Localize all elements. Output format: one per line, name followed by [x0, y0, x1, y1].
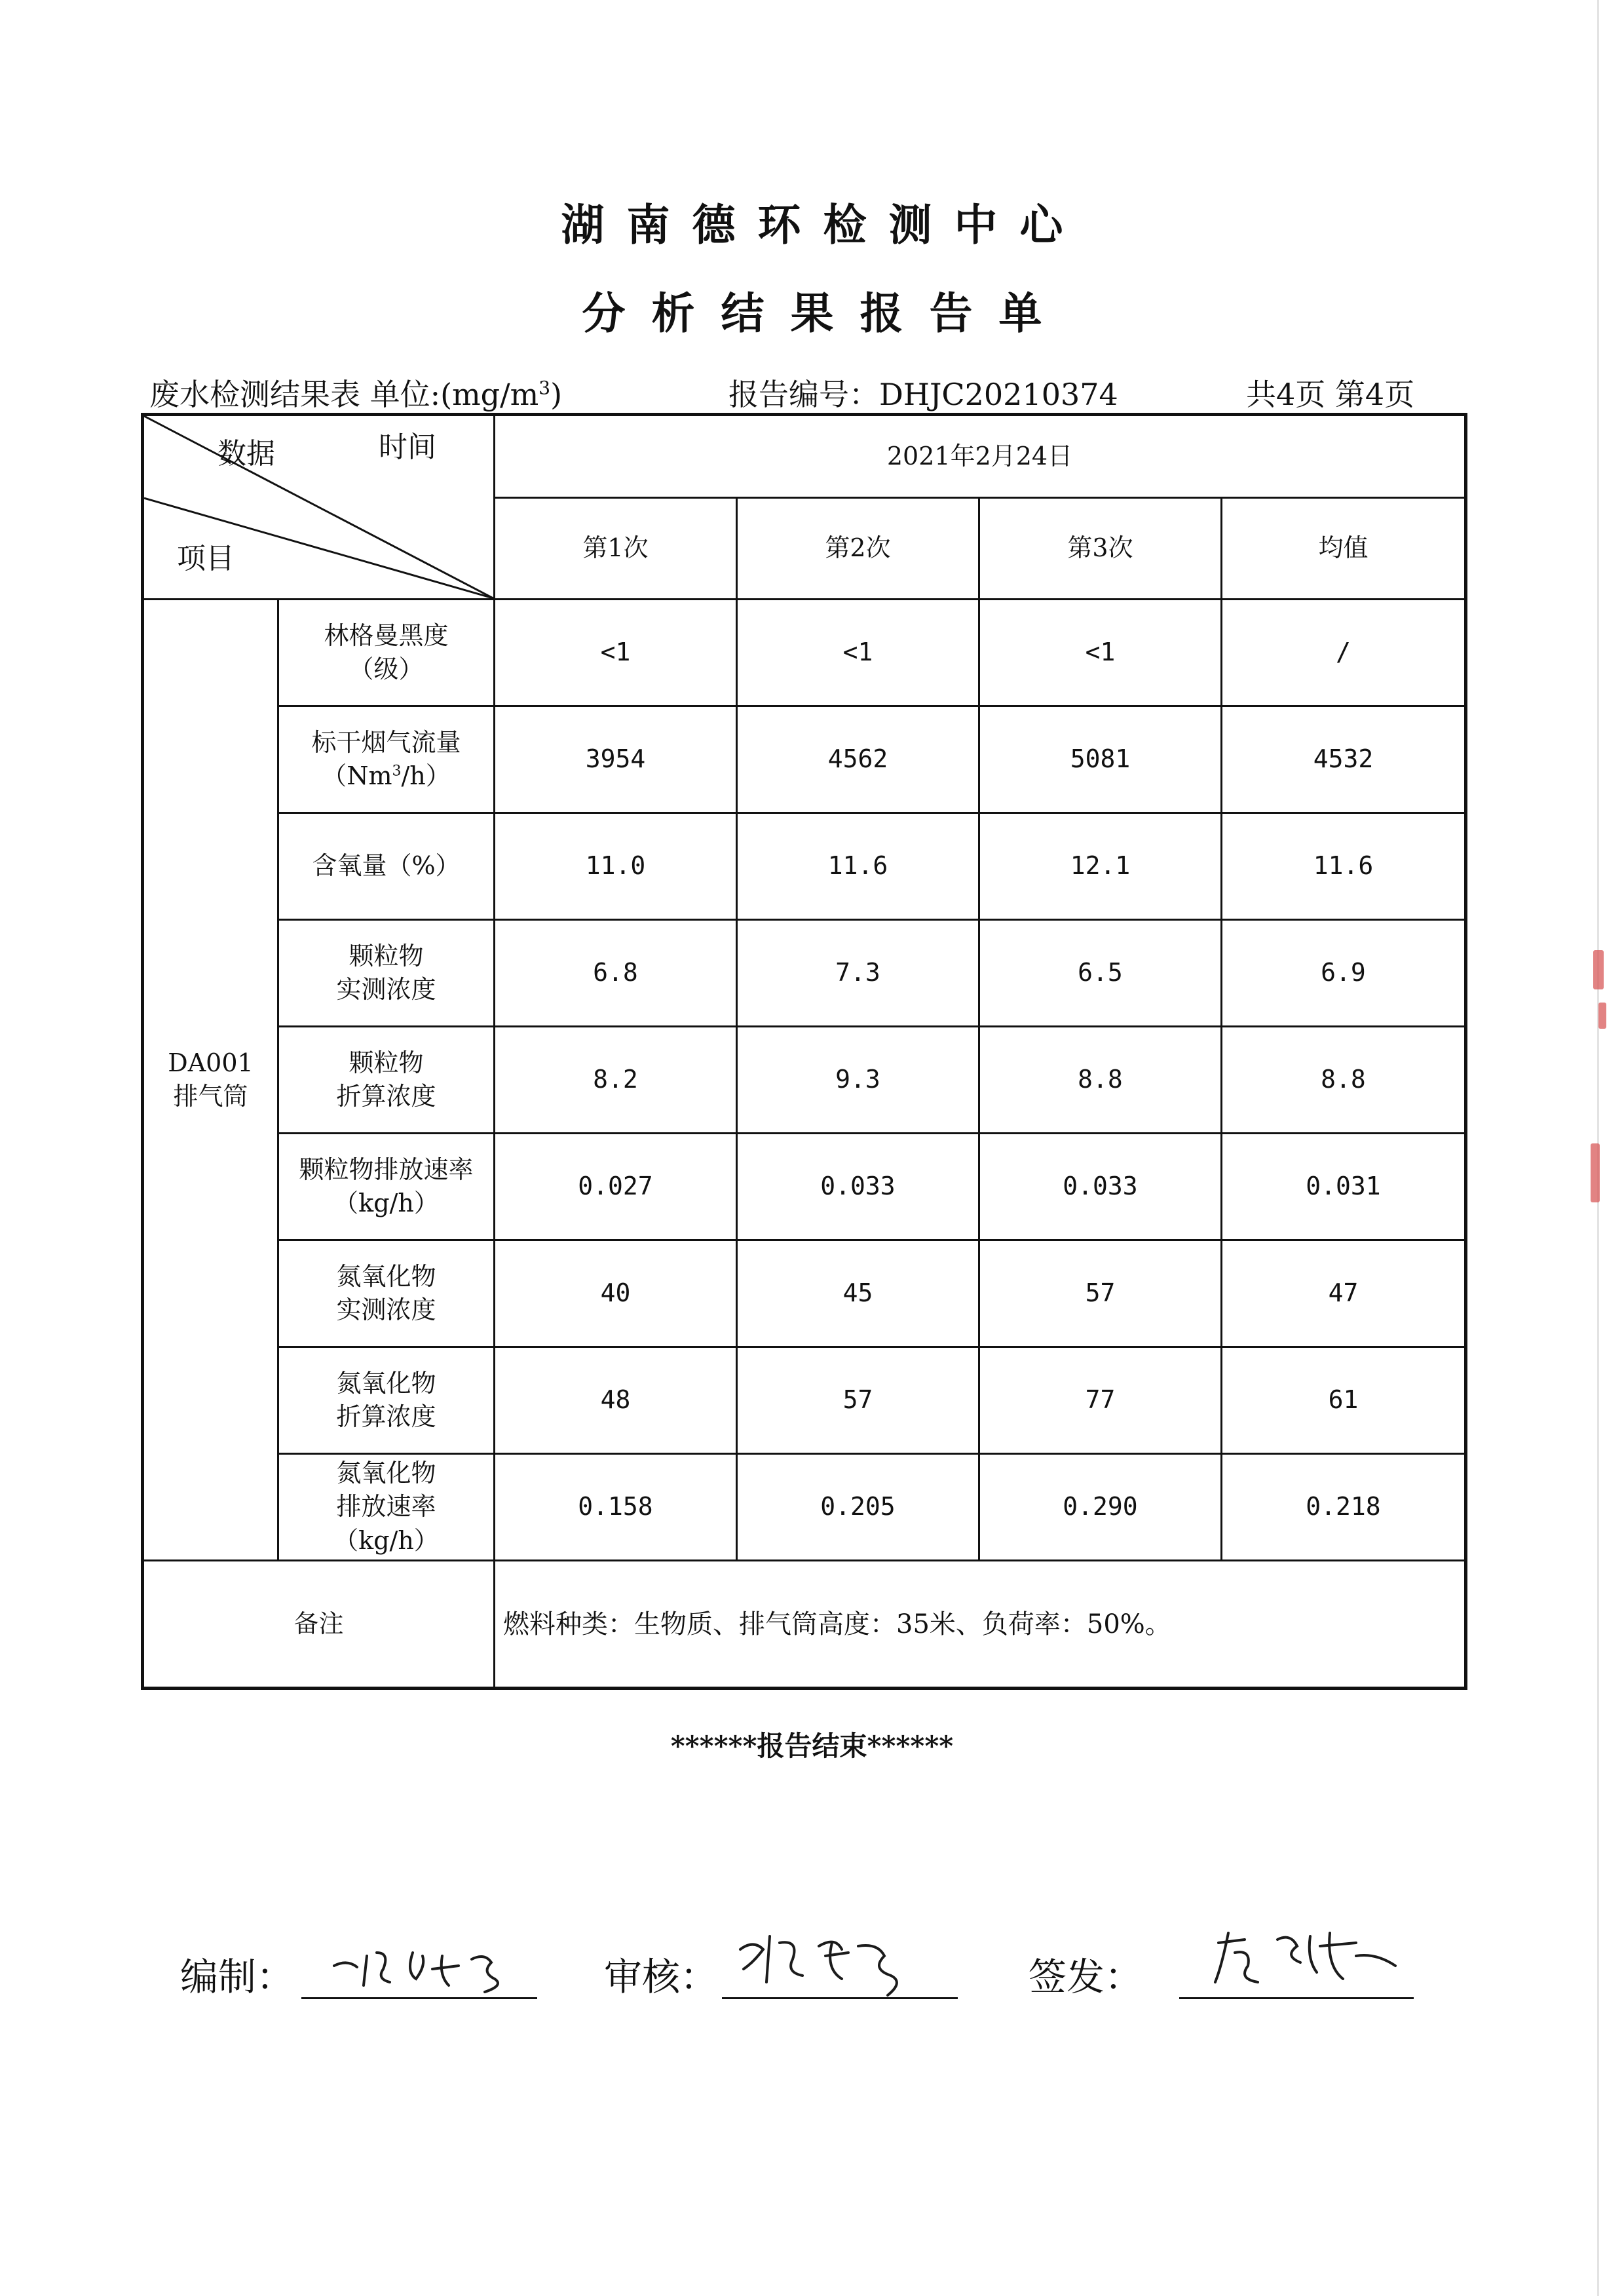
value-cell: 0.205: [737, 1454, 979, 1561]
row-name: 颗粒物排放速率 （kg/h）: [278, 1134, 495, 1240]
value-cell: 6.8: [495, 920, 737, 1027]
row-name: 颗粒物 实测浓度: [278, 920, 495, 1027]
org-title: 湖南德环检测中心: [561, 199, 1086, 250]
value-cell: 0.158: [495, 1454, 737, 1561]
table-row: [143, 1134, 1466, 1240]
date-header: 2021年2月24日: [495, 415, 1466, 498]
table-name: 废水检测结果表 单位$:(mg/m^3)$: [149, 377, 563, 412]
value-cell: 5081: [979, 706, 1222, 813]
table-row: [143, 1347, 1466, 1454]
value-cell: 61: [1222, 1347, 1466, 1454]
value-cell: 40: [495, 1240, 737, 1347]
table-row: [143, 706, 1466, 813]
compiled-label: 编制：: [180, 1955, 295, 1999]
value-cell: 57: [737, 1347, 979, 1454]
value-cell: 0.218: [1222, 1454, 1466, 1561]
issued-signature: [1205, 1920, 1422, 1999]
reviewed-signature: [727, 1923, 950, 2002]
issued-label: 签发：: [1029, 1955, 1143, 1999]
value-cell: /: [1222, 600, 1466, 706]
corner-label-data: 数据: [217, 437, 275, 470]
table-row: [143, 600, 1466, 706]
results-table: [141, 413, 1467, 1690]
value-cell: <1: [979, 600, 1222, 706]
red-stamp-mark: [1598, 1003, 1606, 1029]
value-cell: <1: [737, 600, 979, 706]
group-cell: [143, 600, 278, 1561]
row-name: 氮氧化物 折算浓度: [278, 1347, 495, 1454]
table-row: [143, 1027, 1466, 1134]
row-name: 标干烟气流量 （Nm$^3$/h）: [278, 706, 495, 813]
value-cell: 4532: [1222, 706, 1466, 813]
value-cell: 8.2: [495, 1027, 737, 1134]
report-end-marker: ******报告结束******: [670, 1730, 954, 1762]
col-header-2: 第2次: [737, 498, 979, 600]
value-cell: 0.033: [979, 1134, 1222, 1240]
group-name-line1: DA001: [168, 1048, 254, 1077]
value-cell: 0.033: [737, 1134, 979, 1240]
corner-label-time: 时间: [379, 430, 436, 464]
value-cell: 11.0: [495, 813, 737, 920]
value-cell: 6.5: [979, 920, 1222, 1027]
table-row: [143, 920, 1466, 1027]
value-cell: 6.9: [1222, 920, 1466, 1027]
value-cell: 0.290: [979, 1454, 1222, 1561]
remark-label: 备注: [143, 1561, 495, 1689]
value-cell: 11.6: [737, 813, 979, 920]
table-row: [143, 1240, 1466, 1347]
value-cell: 48: [495, 1347, 737, 1454]
value-cell: 57: [979, 1240, 1222, 1347]
col-header-3: 第3次: [979, 498, 1222, 600]
value-cell: 47: [1222, 1240, 1466, 1347]
value-cell: <1: [495, 600, 737, 706]
row-name: 氮氧化物 排放速率 （kg/h）: [278, 1454, 495, 1561]
value-cell: 77: [979, 1347, 1222, 1454]
remark-text: 燃料种类：生物质、排气筒高度：35米、负荷率：50%。: [495, 1561, 1466, 1689]
red-stamp-mark: [1593, 950, 1604, 989]
value-cell: 0.027: [495, 1134, 737, 1240]
col-header-avg: 均值: [1222, 498, 1466, 600]
row-name: 含氧量（%）: [278, 813, 495, 920]
value-cell: 9.3: [737, 1027, 979, 1134]
value-cell: 11.6: [1222, 813, 1466, 920]
row-name: 林格曼黑度 （级）: [278, 600, 495, 706]
compiled-signature: [328, 1940, 537, 1999]
col-header-1: 第1次: [495, 498, 737, 600]
value-cell: 0.031: [1222, 1134, 1466, 1240]
corner-header-cell: [143, 415, 495, 600]
table-row: [143, 813, 1466, 920]
report-number: 报告编号：DHJC20210374: [728, 377, 1118, 412]
group-name-line2: 排气筒: [173, 1082, 248, 1111]
value-cell: 4562: [737, 706, 979, 813]
value-cell: 8.8: [979, 1027, 1222, 1134]
row-name: 颗粒物 折算浓度: [278, 1027, 495, 1134]
page-count: 共4页 第4页: [1246, 377, 1415, 412]
value-cell: 45: [737, 1240, 979, 1347]
value-cell: 8.8: [1222, 1027, 1466, 1134]
doc-title: 分析结果报告单: [582, 288, 1068, 339]
value-cell: 12.1: [979, 813, 1222, 920]
row-name: 氮氧化物 实测浓度: [278, 1240, 495, 1347]
value-cell: 7.3: [737, 920, 979, 1027]
value-cell: 3954: [495, 706, 737, 813]
reviewed-label: 审核：: [604, 1955, 719, 1999]
red-stamp-mark: [1591, 1143, 1600, 1202]
corner-label-item: 项目: [177, 542, 235, 575]
remark-row: [143, 1561, 1466, 1689]
table-row: [143, 1454, 1466, 1561]
